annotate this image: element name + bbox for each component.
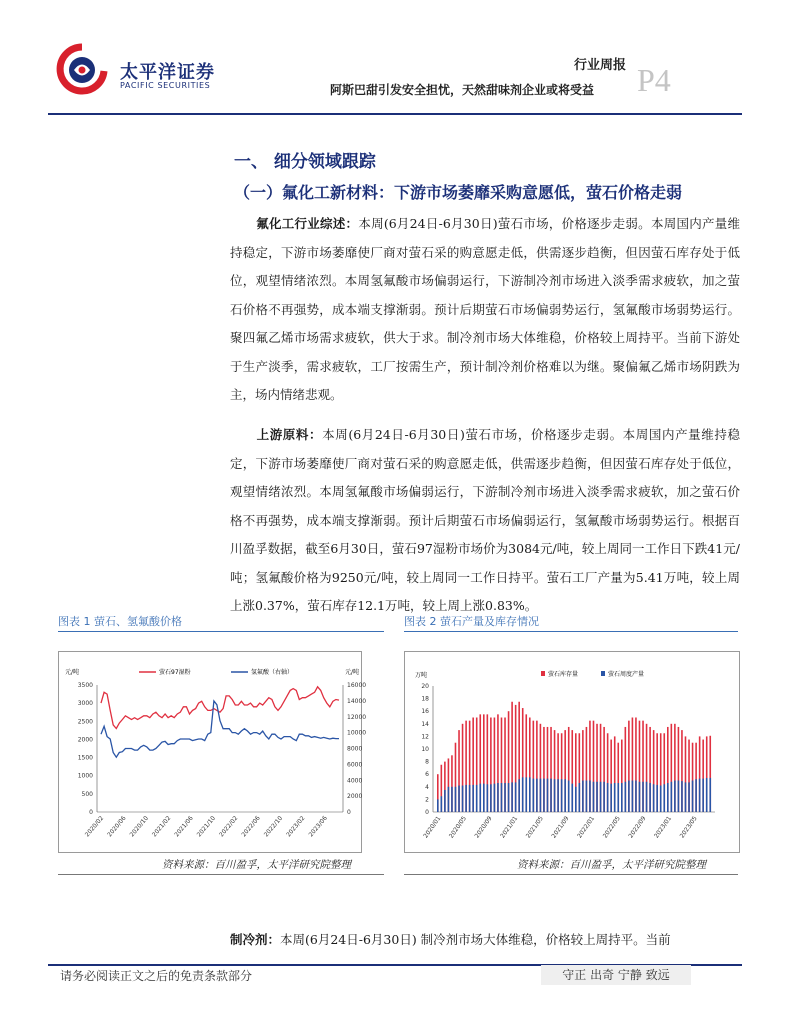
- bar-output: [607, 783, 609, 812]
- y-axis-tick-label: 6: [425, 771, 429, 779]
- paragraph-body: 本周(6月24日-6月30日)萤石市场，价格逐步走弱。本周国内产量维持稳定，下游市场萎靡使厂商对萤石采的购意愿走低，供需逐步趋衡，但因萤石库存处于低位，观望情绪浓烈。本周氢氟酸市场偏弱运行，下游制冷剂市场进入淡季需求疲软，加之萤石价格不再强势，成本端支撑渐弱。预计后期萤石市场偏弱势运行，氢氟酸市场弱势运行。聚四氟乙烯市场需求疲软，供大于求。制冷剂市场大体维稳，价格较上周持平。当前下游处于生产淡季，需求疲软，工厂按需生产，预计制冷剂价格难以为继。聚偏氟乙烯市场阴跌为主，场内情绪悲观。: [230, 216, 740, 402]
- bar-output: [579, 783, 581, 812]
- left-axis-unit: 元/吨: [65, 669, 80, 676]
- fluorite-hf-price-chart: [59, 652, 367, 852]
- left-axis-tick-label: 1000: [77, 772, 93, 780]
- brand-name-en: PACIFIC SECURITIES: [120, 81, 211, 90]
- left-axis-tick-label: 3000: [77, 700, 93, 708]
- right-axis-tick-label: 6000: [347, 761, 363, 769]
- x-axis-tick-label: 2020/02: [83, 814, 106, 839]
- bar-output: [603, 782, 605, 812]
- bar-output: [702, 779, 704, 812]
- x-axis-tick-label: 2022/02: [218, 814, 240, 839]
- bar-output: [465, 785, 467, 812]
- figure-2-source: 资料来源：百川盈孚，太平洋研究院整理: [517, 859, 706, 871]
- bar-output: [487, 784, 489, 812]
- bar-output: [518, 779, 520, 812]
- x-axis-tick-label: 2022/06: [240, 814, 262, 839]
- bar-output: [699, 779, 701, 812]
- bar-output: [617, 783, 619, 812]
- page-number: P4: [637, 62, 671, 98]
- bar-output: [639, 782, 641, 812]
- bar-output: [557, 779, 559, 812]
- report-type: 行业周报: [574, 58, 627, 73]
- bar-output: [709, 778, 711, 812]
- bar-output: [575, 787, 577, 812]
- figure-2-title-rule: [404, 631, 738, 632]
- y-axis-tick-label: 2: [425, 796, 429, 804]
- chart-legend: [541, 670, 644, 678]
- bar-output: [685, 782, 687, 812]
- bar-output: [462, 786, 464, 812]
- bar-output: [600, 782, 602, 812]
- bar-output: [571, 784, 573, 812]
- bar-output: [642, 782, 644, 812]
- bar-output: [582, 781, 584, 813]
- bar-output: [688, 782, 690, 812]
- x-axis-tick-label: 2023/01: [653, 815, 674, 840]
- bar-output: [625, 782, 627, 812]
- bar-output: [441, 796, 443, 812]
- paragraph-industry-overview: [230, 210, 740, 410]
- bar-output: [671, 782, 673, 812]
- bar-output: [547, 779, 549, 812]
- legend-swatch-inventory: [541, 671, 545, 676]
- bar-output: [479, 784, 481, 812]
- left-axis-tick-label: 1500: [77, 754, 93, 762]
- figure-2-frame: [404, 651, 740, 853]
- bar-output: [554, 779, 556, 812]
- bar-output: [646, 782, 648, 812]
- x-axis-tick-label: 2021/01: [499, 815, 520, 840]
- bar-output: [490, 784, 492, 812]
- report-title: 阿斯巴甜引发安全担忧，天然甜味剂企业或将受益: [330, 83, 595, 97]
- bar-output: [632, 781, 634, 813]
- paragraph-lead: 上游原料：: [256, 427, 323, 442]
- bar-output: [451, 787, 453, 812]
- y-axis-tick-label: 20: [421, 683, 429, 690]
- left-axis-tick-label: 0: [89, 809, 93, 816]
- x-axis-tick-label: 2020/09: [473, 815, 494, 840]
- bar-output: [706, 778, 708, 812]
- header-divider: [48, 113, 742, 115]
- figure-1-source: 资料来源：百川盈孚，太平洋研究院整理: [162, 859, 351, 871]
- y-axis-tick-label: 4: [425, 783, 429, 791]
- y-axis-tick-label: 18: [421, 695, 429, 703]
- bar-output: [564, 779, 566, 812]
- section-heading: 一、 细分领域跟踪: [234, 152, 376, 172]
- bar-output: [610, 784, 612, 812]
- x-axis-tick-label: 2023/05: [678, 815, 699, 840]
- left-axis-tick-label: 3500: [77, 682, 93, 689]
- right-axis-tick-label: 0: [347, 809, 351, 816]
- bar-output: [695, 779, 697, 812]
- right-axis-tick-label: 8000: [347, 745, 363, 753]
- footer-motto: 守正 出奇 宁静 致远: [541, 965, 691, 985]
- x-axis-tick-label: 2023/02: [285, 814, 307, 839]
- figure-1-title-rule: [58, 631, 384, 632]
- series-line-hf: [101, 701, 339, 757]
- legend-label-output: 萤石周度产量: [608, 671, 645, 678]
- bar-output: [692, 781, 694, 813]
- bar-output: [476, 785, 478, 812]
- bar-output: [455, 787, 457, 812]
- bar-output: [525, 777, 527, 812]
- bar-output: [561, 779, 563, 812]
- bar-output: [586, 781, 588, 813]
- right-axis-tick-label: 12000: [347, 713, 367, 721]
- bar-output: [596, 782, 598, 812]
- x-axis-tick-label: 2020/05: [447, 815, 468, 840]
- bar-output: [589, 781, 591, 813]
- bar-output: [472, 785, 474, 812]
- bar-output: [674, 781, 676, 813]
- bar-output: [660, 786, 662, 812]
- bar-output: [568, 781, 570, 813]
- bar-output: [497, 783, 499, 812]
- y-axis-tick-label: 14: [421, 720, 429, 728]
- legend-label-fluorite: 萤石97湿粉: [159, 669, 191, 676]
- legend-label-inventory: 萤石库存量: [548, 671, 579, 678]
- right-axis-tick-label: 16000: [347, 682, 367, 689]
- bar-output: [628, 781, 630, 813]
- legend-label-hf: 氢氟酸（右轴）: [251, 669, 294, 676]
- bar-output: [635, 781, 637, 813]
- bar-output: [533, 779, 535, 812]
- x-axis-tick-label: 2022/01: [576, 815, 597, 840]
- bar-output: [550, 779, 552, 812]
- x-axis-tick-label: 2020/06: [106, 814, 128, 839]
- x-axis-tick-label: 2021/05: [524, 815, 545, 840]
- footer-disclaimer: 请务必阅读正文之后的免责条款部分: [60, 969, 253, 983]
- x-axis-tick-label: 2021/10: [195, 814, 218, 839]
- bar-output: [504, 783, 506, 812]
- bar-output: [656, 785, 658, 812]
- bar-output: [508, 783, 510, 812]
- bar-output: [678, 781, 680, 813]
- right-axis-tick-label: 14000: [347, 697, 367, 705]
- bar-output: [458, 786, 460, 812]
- right-axis-tick-label: 2000: [347, 793, 363, 801]
- x-axis-tick-label: 2021/02: [150, 814, 173, 839]
- y-axis-unit: 万吨: [415, 672, 428, 679]
- bar-output: [515, 782, 517, 812]
- pacific-securities-logo: [52, 43, 112, 95]
- paragraph-refrigerant: [230, 930, 740, 948]
- left-axis-tick-label: 500: [81, 790, 93, 798]
- paragraph-lead: 氟化工行业综述：: [256, 216, 359, 231]
- bar-output: [543, 779, 545, 812]
- chart-legend: [139, 668, 293, 676]
- fluorite-output-inventory-chart: [405, 652, 739, 852]
- bar-output: [663, 784, 665, 812]
- bar-output: [469, 785, 471, 812]
- bar-output: [621, 783, 623, 812]
- bar-output: [649, 783, 651, 812]
- paragraph-upstream: [230, 421, 740, 621]
- paragraph-lead: 制冷剂：: [230, 932, 281, 947]
- x-axis-tick-label: 2023/06: [307, 814, 329, 839]
- left-axis-tick-label: 2500: [77, 718, 93, 726]
- x-axis-tick-label: 2020/01: [422, 815, 443, 840]
- legend-swatch-output: [601, 671, 605, 676]
- bar-output: [494, 784, 496, 812]
- y-axis-tick-label: 0: [425, 809, 429, 816]
- x-axis-tick-label: 2020/10: [128, 814, 150, 839]
- bar-output: [483, 784, 485, 812]
- y-axis-tick-label: 16: [421, 708, 429, 716]
- bar-output: [540, 779, 542, 812]
- x-axis-tick-label: 2022/09: [627, 815, 648, 840]
- paragraph-body: 本周(6月24日-6月30日)萤石市场，价格逐步走弱。本周国内产量维持稳定，下游市场萎靡使厂商对萤石采的购意愿走低，供需逐步趋衡，但因萤石库存处于低位，观望情绪浓烈。本周氢氟酸市场偏弱运行，下游制冷剂市场进入淡季需求疲软，加之萤石价格不再强势，成本端支撑渐弱。预计后期萤石市场偏弱运行，氢氟酸市场弱势运行。根据百川盈孚数据，截至6月30日，萤石97湿粉市场价为3084元/吨，较上周同一工作日下跌41元/吨；氢氟酸价格为9250元/吨，较上周同一工作日持平。萤石工厂产量为5.41万吨，较上周上涨0.37%，萤石库存12.1万吨，较上周上涨0.83%。: [230, 427, 740, 613]
- bar-output: [593, 782, 595, 812]
- bar-output: [444, 790, 446, 812]
- bar-output: [529, 777, 531, 812]
- paragraph-body: 本周(6月24日-6月30日) 制冷剂市场大体维稳，价格较上周持平。当前: [280, 932, 671, 947]
- figure-1-title: 图表 1 萤石、氢氟酸价格: [58, 615, 182, 628]
- y-axis-tick-label: 8: [425, 758, 429, 766]
- bar-output: [522, 777, 524, 812]
- left-axis-tick-label: 2000: [77, 736, 93, 744]
- figure-1-frame: [58, 651, 367, 853]
- right-axis-tick-label: 10000: [347, 729, 367, 737]
- bar-output: [667, 783, 669, 812]
- bar-output: [536, 779, 538, 812]
- bar-output: [681, 781, 683, 812]
- right-axis-unit: 元/吨: [344, 669, 359, 676]
- subsection-heading: （一）氟化工新材料：下游市场萎靡采购意愿低，萤石价格走弱: [234, 183, 683, 202]
- brand-name-cn: 太平洋证券: [120, 62, 215, 83]
- figure-2-title: 图表 2 萤石产量及库存情况: [404, 615, 539, 628]
- bar-output: [653, 784, 655, 812]
- x-axis-tick-label: 2022/10: [262, 814, 285, 839]
- bar-output: [437, 799, 439, 812]
- y-axis-tick-label: 12: [421, 733, 429, 741]
- figure-2-source-rule: [404, 874, 738, 875]
- bar-output: [501, 783, 503, 812]
- bar-output: [614, 783, 616, 812]
- figure-1-source-rule: [58, 874, 384, 875]
- bar-output: [448, 787, 450, 812]
- x-axis-tick-label: 2021/09: [550, 815, 571, 840]
- right-axis-tick-label: 4000: [347, 777, 363, 785]
- y-axis-tick-label: 10: [421, 746, 429, 753]
- bar-output: [511, 782, 513, 812]
- x-axis-tick-label: 2021/06: [173, 814, 195, 839]
- x-axis-tick-label: 2022/05: [601, 815, 622, 840]
